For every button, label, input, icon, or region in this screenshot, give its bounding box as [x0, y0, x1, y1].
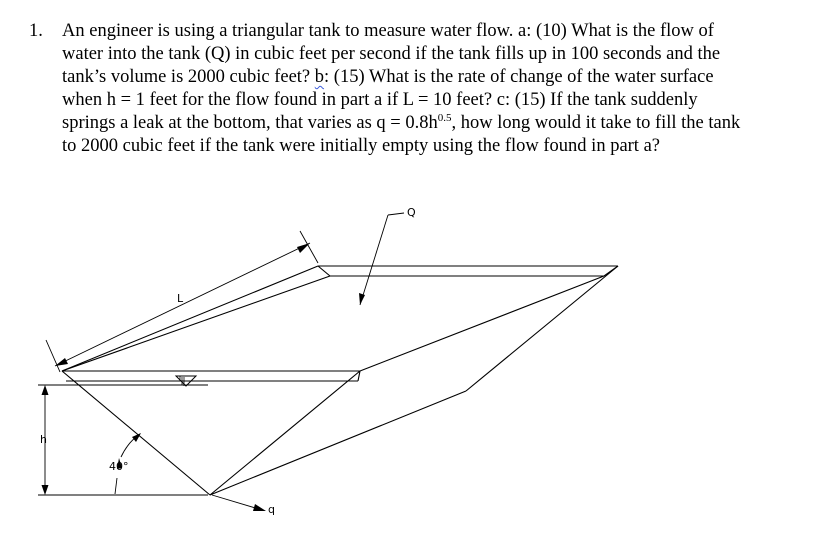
- cross-section-left-side: [62, 371, 210, 495]
- spellcheck-marked-b: b: [314, 67, 325, 87]
- length-arrowhead-left: [55, 358, 68, 366]
- inflow-arrow-line: [360, 215, 388, 305]
- tank-right-rim-edge: [360, 276, 604, 371]
- inflow-leader: [388, 213, 404, 215]
- tank-top-corner-left: [318, 266, 330, 276]
- cross-section-right-side: [210, 371, 360, 495]
- length-label: L: [177, 292, 184, 305]
- angle-leader: [115, 478, 117, 494]
- line-3-text-b: : (15) What is the rate of change of the water surface: [324, 67, 714, 87]
- tank-bottom-keel: [210, 391, 466, 495]
- outflow-arrowhead: [253, 504, 266, 511]
- length-arrowhead-right: [297, 243, 310, 253]
- tank-back-side: [466, 266, 618, 391]
- tank-top-left-edge-inner: [62, 276, 330, 371]
- inflow-arrowhead: [359, 293, 365, 305]
- angle-label: 40°: [109, 460, 129, 473]
- depth-arrowhead-bottom: [42, 485, 49, 495]
- tank-top-left-edge: [62, 266, 318, 371]
- inflow-label: Q: [407, 206, 416, 219]
- problem-number: 1.: [29, 21, 43, 41]
- line-5-text-b: , how long would it take to fill the tank: [451, 113, 741, 133]
- outflow-label: q: [268, 503, 275, 516]
- line-6-text: to 2000 cubic feet if the tank were initially empty using the flow found in part a?: [62, 136, 660, 156]
- length-extension-left: [46, 340, 60, 372]
- depth-label: h: [40, 433, 47, 446]
- line-1-text: An engineer is using a triangular tank to measure water flow. a: (10) What is the flow of: [62, 21, 714, 41]
- angle-arrowhead-top: [132, 433, 141, 442]
- line-3-text-a: tank’s volume is 2000 cubic feet?: [62, 67, 315, 87]
- depth-arrowhead-top: [42, 385, 49, 395]
- line-2-text: water into the tank (Q) in cubic feet per second if the tank fills up in 100 seconds and the: [62, 44, 721, 64]
- exponent: 0.5: [437, 112, 452, 124]
- line-5-text-a: springs a leak at the bottom, that varies as q = 0.8h: [62, 113, 438, 133]
- line-4-text: when h = 1 feet for the flow found in part a if L = 10 feet? c: (15) If the tank suddenly: [62, 90, 698, 110]
